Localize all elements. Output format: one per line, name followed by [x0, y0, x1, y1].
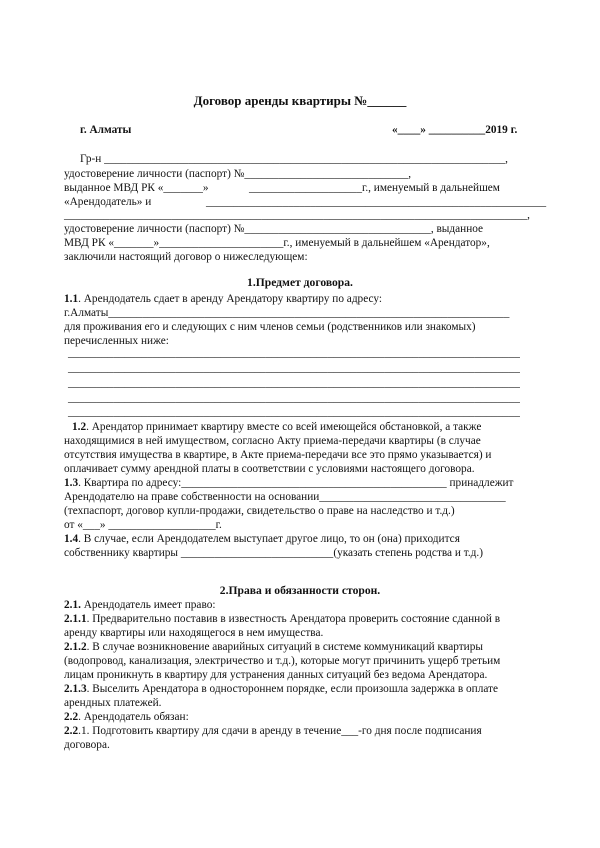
contract-date: «____» __________2019 г. — [392, 124, 518, 136]
clause-1-1-text-3: перечисленных ниже: — [64, 335, 169, 347]
clause-number: 2.1. — [64, 599, 81, 611]
clause-text: . В случае возникновение аварийных ситуаций в системе коммуникаций квартиры — [86, 641, 483, 653]
clause-1-3-text-4: от «___» ___________________г. — [64, 519, 222, 531]
clause-number: 1.4 — [64, 533, 79, 545]
city: г. Алматы — [80, 124, 132, 136]
party-line-3a: выданное МВД РК «_______» — [64, 182, 209, 194]
clause-number: 2.1.3 — [64, 683, 87, 695]
clause-2-2-1-text-2: договора. — [64, 739, 110, 751]
document-title: Договор аренды квартиры №______ — [193, 93, 407, 108]
party-line-8: заключили настоящий договор о нижеследующем: — [64, 251, 308, 263]
clause-1-2-text-3: отсутствия имущества в квартире, в Акте приема-передачи все это прямо указывается) и — [64, 449, 492, 461]
clause-1-3-text-3: (техпаспорт, договор купли-продажи, свидетельство о праве на наследство и т.д.) — [64, 505, 455, 517]
clause-2-1-1-text-2: аренду квартиры или находящегося в нем имущества. — [64, 627, 324, 639]
clause-text: .1. Подготовить квартиру для сдачи в аренду в течение___-го дня после подписания — [78, 725, 482, 737]
blank-line: ________________________________________________________________________________ — [68, 377, 520, 389]
party-line-1: Гр-н _______________________________________________________________________, — [80, 153, 508, 165]
clause-text: . Выселить Арендатора в одностороннем порядке, если произошла задержка в оплате — [86, 683, 499, 695]
clause-2-1 — [64, 598, 215, 612]
party-line-4a: «Арендодатель» и — [64, 196, 152, 208]
blank-line: ________________________________________________________________________________ — [68, 406, 520, 418]
clause-2-1-3 — [64, 682, 498, 696]
party-line-3b: ____________________г., именуемый в дальнейшем — [249, 182, 500, 194]
party-line-5: __________________________________________________________________________________, — [64, 209, 530, 221]
clause-2-1-3-text-2: арендных платежей. — [64, 697, 162, 709]
party-line-6: удостоверение личности (паспорт) №_________________________________, выданное — [64, 223, 484, 235]
clause-1-1-address: г.Алматы_______________________________________________________________________ — [64, 307, 510, 319]
clause-2-1-2 — [64, 640, 483, 654]
clause-text: Арендодатель имеет право: — [80, 599, 216, 611]
section-2-heading: 2.Права и обязанности сторон. — [219, 584, 381, 597]
clause-1-3 — [64, 476, 514, 490]
clause-1-2-text-4: оплачивает сумму арендной платы в соответствии с условиями настоящего договора. — [64, 463, 475, 475]
clause-1-2-text-2: находящимися в ней имуществом, согласно Акту приема-передачи квартиры (в случае — [64, 435, 481, 447]
section-1-heading: 1.Предмет договора. — [247, 276, 353, 289]
party-line-2: удостоверение личности (паспорт) №_____________________________, — [64, 168, 412, 180]
clause-number: 2.1.2 — [64, 641, 87, 653]
clause-text: . Квартира по адресу:_______________________________________________ принадлежит — [78, 477, 514, 489]
clause-2-1-2-text-2: (водопровод, канализация, электричество и т.д.), которые могут причинить ущерб третьим — [64, 655, 501, 667]
clause-1-1-text-2: для проживания его и следующих с ним членов семьи (родственников или знакомых) — [64, 321, 476, 333]
clause-1-3-text-2: Арендодателю на праве собственности на основании_________________________________ — [64, 491, 506, 503]
clause-1-4-text-2: собственнику квартиры ___________________________(указать степень родства и т.д.) — [64, 547, 484, 559]
clause-number: 2.1.1 — [64, 613, 87, 625]
blank-line: ________________________________________________________________________________ — [68, 362, 520, 374]
clause-number: 1.2 — [72, 421, 87, 433]
clause-2-1-2-text-3: лицам проникнуть в квартиру для устранения данных ситуаций без ведома Арендатора. — [64, 669, 488, 681]
clause-text: . Арендодатель сдает в аренду Арендатору квартиру по адресу: — [78, 293, 383, 305]
clause-1-2 — [72, 420, 481, 434]
clause-2-2 — [64, 710, 189, 724]
clause-number: 1.1 — [64, 293, 79, 305]
clause-text: . Предварительно поставив в известность Арендатора проверить состояние сданной в — [86, 613, 501, 625]
blank-line: ________________________________________________________________________________ — [68, 392, 520, 404]
clause-1-1 — [64, 292, 382, 306]
clause-2-1-1 — [64, 612, 500, 626]
clause-number: 2.2 — [64, 725, 79, 737]
party-line-4b: ______________________________________________________________ — [206, 196, 547, 208]
clause-2-2-1 — [64, 724, 482, 738]
blank-line: ________________________________________________________________________________ — [68, 347, 520, 359]
clause-text: . В случае, если Арендодателем выступает другое лицо, то он (она) приходится — [78, 533, 460, 545]
party-line-7: МВД РК «_______»______________________г., именуемый в дальнейшем «Арендатор», — [64, 237, 490, 249]
clause-1-4 — [64, 532, 460, 546]
clause-text: . Арендатор принимает квартиру вместе со всей имеющейся обстановкой, а также — [86, 421, 482, 433]
clause-number: 2.2 — [64, 711, 79, 723]
clause-text: . Арендодатель обязан: — [78, 711, 189, 723]
clause-number: 1.3 — [64, 477, 79, 489]
